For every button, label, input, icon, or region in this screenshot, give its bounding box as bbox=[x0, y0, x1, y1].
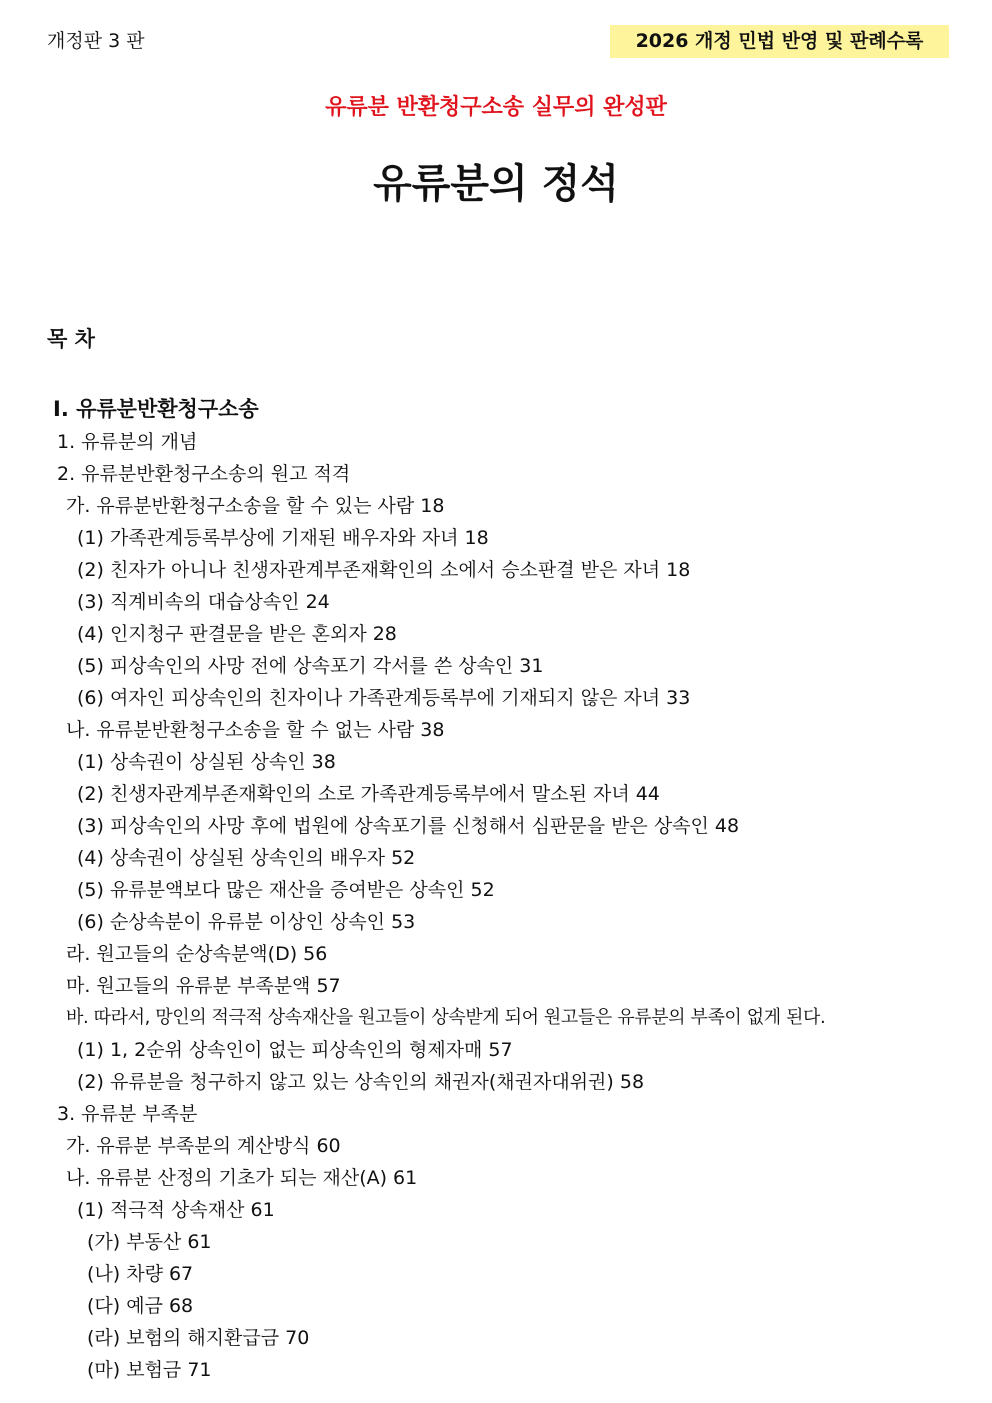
toc-item: (4) 인지청구 판결문을 받은 혼외자 28 bbox=[77, 623, 397, 645]
toc-item: (1) 1, 2순위 상속인이 없는 피상속인의 형제자매 57 bbox=[77, 1039, 513, 1061]
toc-item: (5) 유류분액보다 많은 재산을 증여받은 상속인 52 bbox=[77, 879, 495, 901]
toc-chapter: 3. 유류분 부족분 bbox=[57, 1103, 198, 1125]
toc-subitem: (라) 보험의 해지환급금 70 bbox=[87, 1327, 310, 1349]
toc-item: (4) 상속권이 상실된 상속인의 배우자 52 bbox=[77, 847, 416, 869]
toc-item: (1) 적극적 상속재산 61 bbox=[77, 1199, 275, 1221]
toc-heading: 목 차 bbox=[47, 327, 95, 351]
toc-subitem: (다) 예금 68 bbox=[87, 1295, 194, 1317]
toc-item: (2) 친생자관계부존재확인의 소로 가족관계등록부에서 말소된 자녀 44 bbox=[77, 783, 660, 805]
toc-item: (3) 피상속인의 사망 후에 법원에 상속포기를 신청해서 심판문을 받은 상속인 48 bbox=[77, 815, 740, 837]
toc-item: (1) 가족관계등록부상에 기재된 배우자와 자녀 18 bbox=[77, 527, 489, 549]
toc-subitem: (가) 부동산 61 bbox=[87, 1231, 212, 1253]
toc-subitem: (마) 보험금 71 bbox=[87, 1359, 212, 1381]
toc-subitem: (나) 차량 67 bbox=[87, 1263, 194, 1285]
edition-label: 개정판 3 판 bbox=[47, 30, 145, 52]
toc-subsection: 바. 따라서, 망인의 적극적 상속재산을 원고들이 상속받게 되어 원고들은 유류분의 부족이 없게 된다. bbox=[66, 1007, 826, 1028]
toc-item: (5) 피상속인의 사망 전에 상속포기 각서를 쓴 상속인 31 bbox=[77, 655, 544, 677]
toc-item: (1) 상속권이 상실된 상속인 38 bbox=[77, 751, 336, 773]
book-subtitle: 유류분 반환청구소송 실무의 완성판 bbox=[325, 95, 667, 120]
toc-subsection: 라. 원고들의 순상속분액(D) 56 bbox=[66, 943, 328, 965]
table-of-contents bbox=[0, 392, 992, 1386]
toc-item: (6) 여자인 피상속인의 친자이나 가족관계등록부에 기재되지 않은 자녀 33 bbox=[77, 687, 691, 709]
toc-chapter: 1. 유류분의 개념 bbox=[57, 431, 198, 453]
revision-badge: 2026 개정 민법 반영 및 판례수록 bbox=[610, 25, 949, 58]
toc-item: (2) 친자가 아니나 친생자관계부존재확인의 소에서 승소판결 받은 자녀 18 bbox=[77, 559, 691, 581]
toc-subsection: 가. 유류분반환청구소송을 할 수 있는 사람 18 bbox=[66, 495, 445, 517]
toc-subsection: 나. 유류분 산정의 기초가 되는 재산(A) 61 bbox=[66, 1167, 418, 1189]
toc-subsection: 마. 원고들의 유류분 부족분액 57 bbox=[66, 975, 341, 997]
toc-subsection: 가. 유류분 부족분의 계산방식 60 bbox=[66, 1135, 341, 1157]
toc-item: (3) 직계비속의 대습상속인 24 bbox=[77, 591, 330, 613]
toc-chapter: 2. 유류분반환청구소송의 원고 적격 bbox=[57, 463, 351, 485]
toc-item: (6) 순상속분이 유류분 이상인 상속인 53 bbox=[77, 911, 416, 933]
book-title: 유류분의 정석 bbox=[373, 161, 619, 207]
toc-item: (2) 유류분을 청구하지 않고 있는 상속인의 채권자(채권자대위권) 58 bbox=[77, 1071, 645, 1093]
toc-subsection: 나. 유류분반환청구소송을 할 수 없는 사람 38 bbox=[66, 719, 445, 741]
toc-section: Ⅰ. 유류분반환청구소송 bbox=[53, 397, 259, 421]
